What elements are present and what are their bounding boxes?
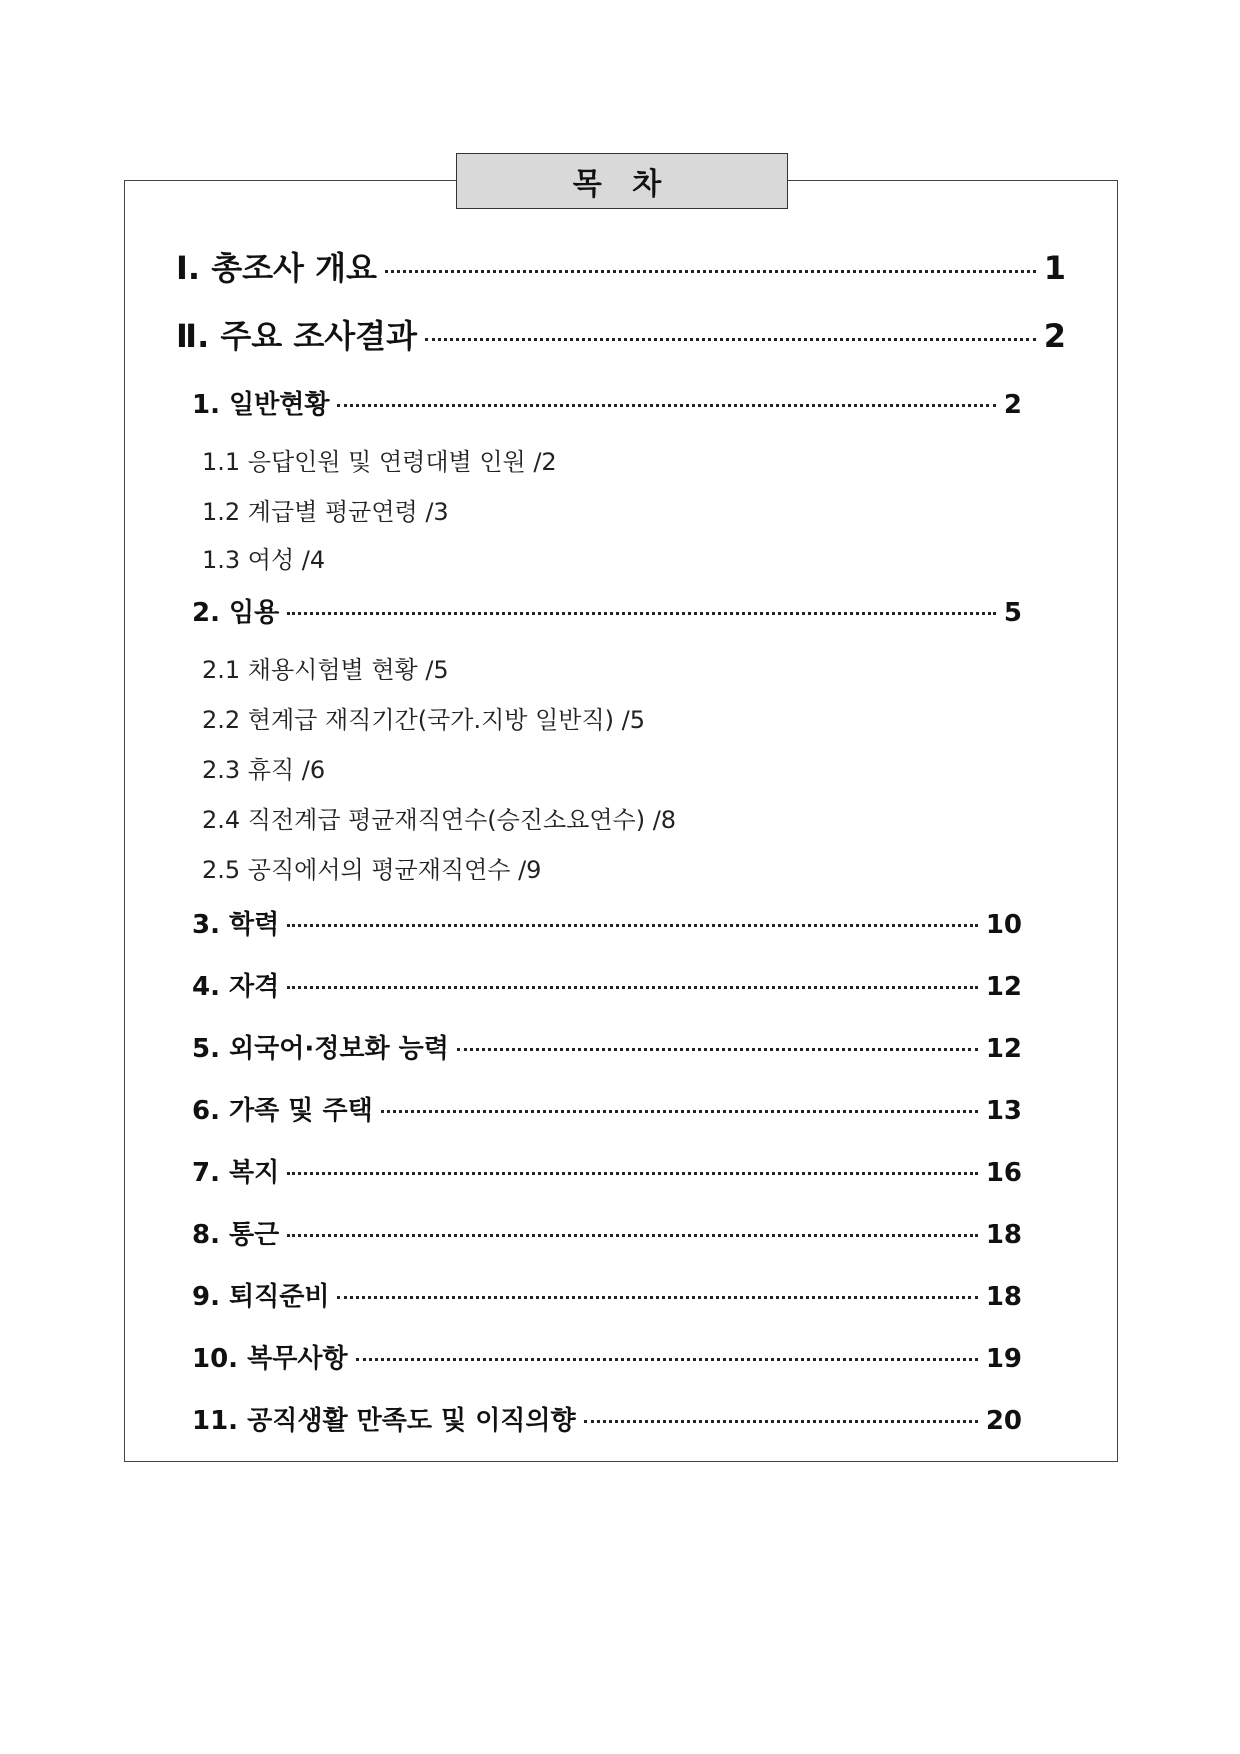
- dot-leader: [287, 1234, 978, 1237]
- toc-page-number: 19: [985, 1344, 1022, 1374]
- toc-title: 목 차: [456, 153, 788, 209]
- toc-section-label: 1. 일반현황: [192, 390, 330, 420]
- toc-section-4[interactable]: [192, 966, 1022, 1003]
- toc-page-number: 13: [985, 1096, 1022, 1126]
- toc-section-label: 5. 외국어·정보화 능력: [192, 1034, 449, 1064]
- dot-leader: [287, 924, 978, 927]
- toc-section-11[interactable]: [192, 1400, 1022, 1437]
- toc-section-10[interactable]: [192, 1338, 1022, 1375]
- toc-page-number: 16: [985, 1158, 1022, 1188]
- toc-section-9[interactable]: [192, 1276, 1022, 1313]
- toc-page-number: 18: [985, 1220, 1022, 1250]
- toc-page-number: 5: [1003, 598, 1022, 628]
- toc-part-label: Ⅱ. 주요 조사결과: [176, 317, 417, 355]
- toc-subsection-1-1[interactable]: 1.1 응답인원 및 연령대별 인원 /2: [202, 448, 557, 476]
- toc-section-2[interactable]: [192, 592, 1022, 629]
- toc-subsection-2-5[interactable]: 2.5 공직에서의 평균재직연수 /9: [202, 856, 542, 884]
- dot-leader: [356, 1358, 978, 1361]
- toc-section-8[interactable]: [192, 1214, 1022, 1251]
- toc-subsection-2-4[interactable]: 2.4 직전계급 평균재직연수(승진소요연수) /8: [202, 806, 677, 834]
- dot-leader: [337, 1296, 977, 1299]
- toc-section-5[interactable]: [192, 1028, 1022, 1065]
- toc-section-label: 2. 임용: [192, 598, 280, 628]
- toc-part-2[interactable]: [176, 311, 1066, 357]
- toc-section-label: 10. 복무사항: [192, 1344, 348, 1374]
- toc-subsection-1-2[interactable]: 1.2 계급별 평균연령 /3: [202, 498, 449, 526]
- toc-subsection-2-3[interactable]: 2.3 휴직 /6: [202, 756, 326, 784]
- dot-leader: [287, 986, 978, 989]
- toc-section-label: 3. 학력: [192, 910, 280, 940]
- toc-page-number: 18: [985, 1282, 1022, 1312]
- toc-section-label: 7. 복지: [192, 1158, 280, 1188]
- toc-section-label: 9. 퇴직준비: [192, 1282, 330, 1312]
- toc-section-label: 4. 자격: [192, 972, 280, 1002]
- toc-page-number: 2: [1043, 317, 1066, 355]
- dot-leader: [287, 612, 996, 615]
- dot-leader: [381, 1110, 978, 1113]
- dot-leader: [584, 1420, 978, 1423]
- toc-subsection-1-3[interactable]: 1.3 여성 /4: [202, 546, 326, 574]
- toc-page-number: 12: [985, 1034, 1022, 1064]
- toc-page-number: 12: [985, 972, 1022, 1002]
- toc-part-label: Ⅰ. 총조사 개요: [176, 249, 377, 287]
- toc-section-1[interactable]: [192, 384, 1022, 421]
- toc-section-3[interactable]: [192, 904, 1022, 941]
- toc-section-7[interactable]: [192, 1152, 1022, 1189]
- toc-page-number: 2: [1003, 390, 1022, 420]
- toc-page-number: 20: [985, 1406, 1022, 1436]
- dot-leader: [287, 1172, 978, 1175]
- dot-leader: [425, 338, 1036, 341]
- toc-section-label: 8. 통근: [192, 1220, 280, 1250]
- toc-subsection-2-2[interactable]: 2.2 현계급 재직기간(국가.지방 일반직) /5: [202, 706, 645, 734]
- toc-page-number: 1: [1043, 249, 1066, 287]
- toc-subsection-2-1[interactable]: 2.1 채용시험별 현황 /5: [202, 656, 449, 684]
- toc-section-label: 11. 공직생활 만족도 및 이직의향: [192, 1406, 576, 1436]
- toc-section-6[interactable]: [192, 1090, 1022, 1127]
- dot-leader: [457, 1048, 978, 1051]
- toc-part-1[interactable]: [176, 243, 1066, 289]
- dot-leader: [337, 404, 995, 407]
- toc-page-number: 10: [985, 910, 1022, 940]
- toc-section-label: 6. 가족 및 주택: [192, 1096, 373, 1126]
- dot-leader: [385, 270, 1036, 273]
